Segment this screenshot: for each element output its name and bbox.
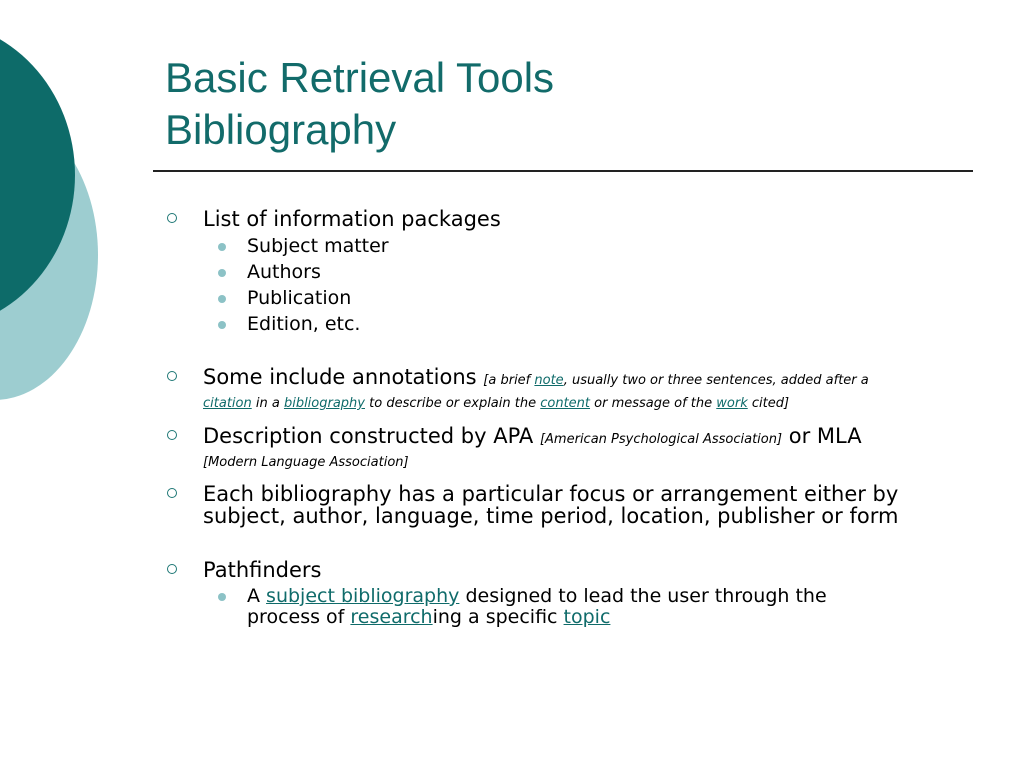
sub-bullet-text: ing a specific bbox=[432, 606, 564, 628]
mla-note: [Modern Language Association] bbox=[203, 455, 409, 470]
sub-bullet-text: A bbox=[247, 585, 267, 607]
link-research[interactable]: research bbox=[350, 606, 433, 628]
link-content[interactable]: content bbox=[540, 396, 591, 411]
link-work[interactable]: work bbox=[716, 396, 748, 411]
sub-bullet-text: Edition, etc. bbox=[247, 313, 361, 335]
bullet-text: Description constructed by APA bbox=[203, 424, 540, 448]
sub-bullet-authors bbox=[247, 262, 973, 283]
bullet-focus-arrangement bbox=[203, 483, 973, 527]
note-text: cited] bbox=[747, 396, 790, 411]
bullet-text: or MLA bbox=[782, 424, 862, 448]
link-subject-bibliography[interactable]: subject bibliography bbox=[266, 585, 460, 607]
bullet-pathfinders bbox=[203, 559, 973, 581]
dot-bullet-icon bbox=[218, 269, 226, 277]
link-citation[interactable]: citation bbox=[203, 396, 252, 411]
sub-bullet-text: Publication bbox=[247, 287, 352, 309]
note-text: [a brief bbox=[483, 373, 535, 388]
bullet-text: List of information packages bbox=[203, 207, 501, 231]
sub-bullet-text: designed to lead the user through the bbox=[459, 585, 827, 607]
bullet-annotations bbox=[203, 366, 973, 412]
title-line-1: Basic Retrieval Tools bbox=[165, 54, 555, 101]
dot-bullet-icon bbox=[218, 321, 226, 329]
dot-bullet-icon bbox=[218, 593, 226, 601]
apa-note: [American Psychological Association] bbox=[539, 432, 783, 447]
dot-bullet-icon bbox=[218, 243, 226, 251]
note-text: , usually two or three sentences, added after a bbox=[563, 373, 869, 388]
sub-bullet-text: Subject matter bbox=[247, 235, 389, 257]
hollow-circle-bullet-icon bbox=[167, 430, 177, 440]
hollow-circle-bullet-icon bbox=[167, 213, 177, 223]
sub-bullet-pathfinder-definition bbox=[247, 586, 973, 628]
bullet-text-line-2: subject, author, language, time period, location, publisher or form bbox=[203, 504, 899, 528]
bullet-text: Pathfinders bbox=[203, 558, 322, 582]
hollow-circle-bullet-icon bbox=[167, 371, 177, 381]
sub-bullet-text: process of bbox=[247, 606, 351, 628]
sub-bullet-publication bbox=[247, 288, 973, 309]
note-text: or message of the bbox=[590, 396, 717, 411]
bullet-text: Some include annotations bbox=[203, 365, 477, 389]
bullet-text-line-1: Each bibliography has a particular focus or arrangement either by bbox=[203, 482, 899, 506]
note-text: in a bbox=[251, 396, 284, 411]
sub-bullet-text: Authors bbox=[247, 261, 321, 283]
dot-bullet-icon bbox=[218, 295, 226, 303]
hollow-circle-bullet-icon bbox=[167, 488, 177, 498]
bullet-list-of-information-packages bbox=[203, 208, 973, 230]
link-bibliography[interactable]: bibliography bbox=[283, 396, 365, 411]
note-text: to describe or explain the bbox=[365, 396, 541, 411]
sub-bullet-edition bbox=[247, 314, 973, 335]
hollow-circle-bullet-icon bbox=[167, 564, 177, 574]
title-divider bbox=[153, 170, 973, 172]
link-topic[interactable]: topic bbox=[563, 606, 611, 628]
bullet-description-apa-mla bbox=[203, 425, 973, 471]
link-note[interactable]: note bbox=[534, 373, 564, 388]
slide-title bbox=[165, 52, 554, 156]
sub-bullet-subject-matter bbox=[247, 236, 973, 257]
title-line-2: Bibliography bbox=[165, 106, 397, 153]
